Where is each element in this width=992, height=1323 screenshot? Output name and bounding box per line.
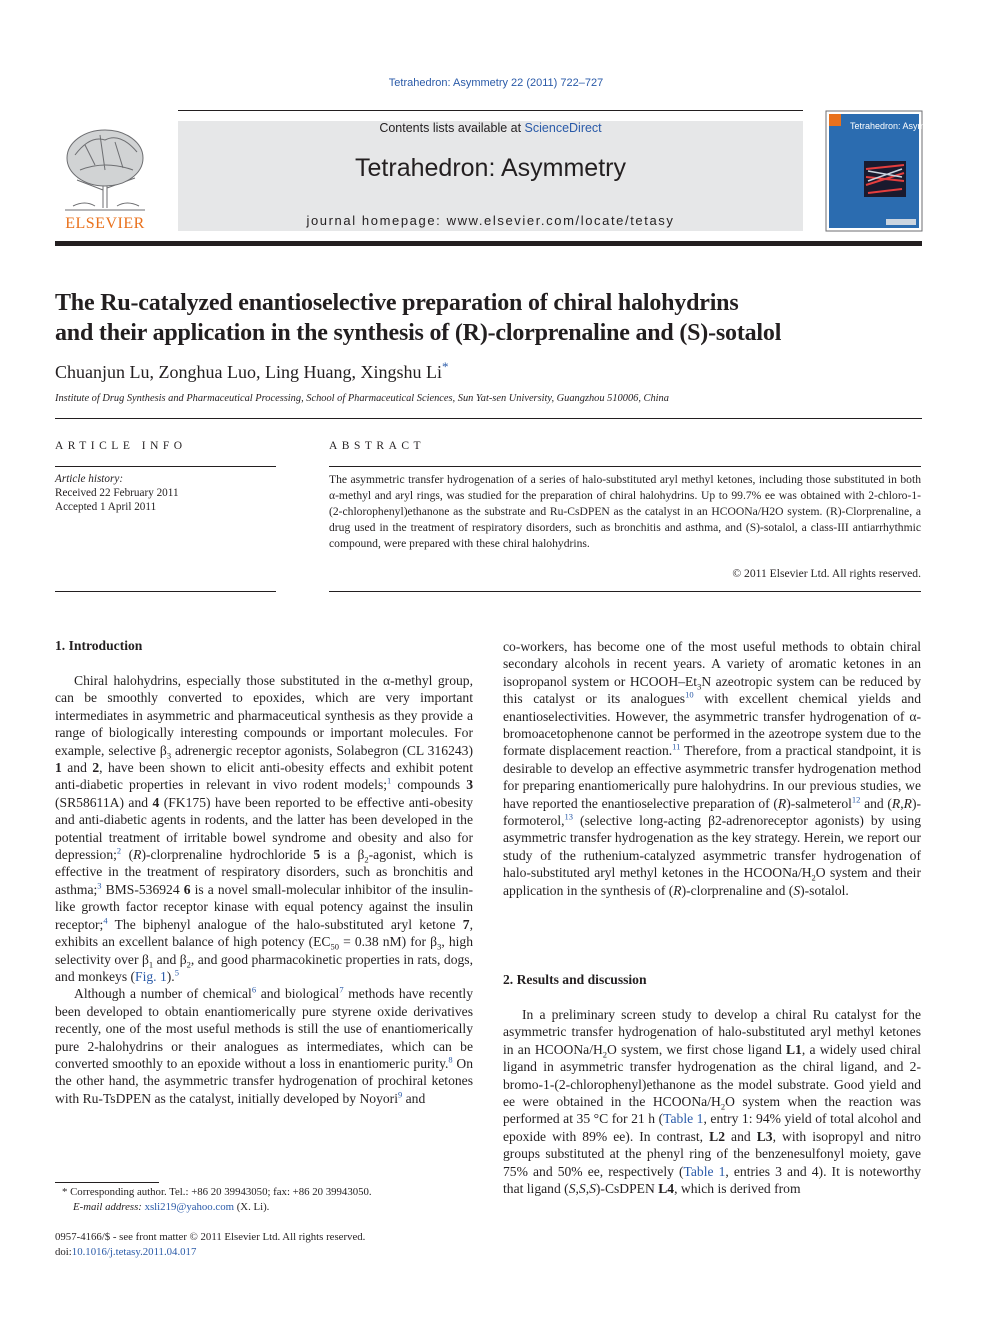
- intro-body-col2: co-workers, has become one of the most useful methods to obtain chiral secondary alcohols in recent years. A variety of aromatic ketones in an isopropanol system or HCOOH–$Et_3N$ azeotropic system can be reduced by this catalyst or its analogues$^{10}$ with excellent chemical yields and enantioselectivities. However, the asymmetric transfer hydrogenation of α-bromoacetophenone cannot be performed in the azeotrope system due to the formate displacement reaction.$^{11}$ Therefore, from a practical standpoint, it is desirable to develop an effective asymmetric transfer hydrogenation method for preparing enantiomerically pure halohydrins. In our previous studies, we have reported the enantioselective preparation of (R)-salmeterol$^{12}$ and (R,R)-formoterol,$^{13}$ (selective long-acting β2-adrenoreceptor agonists) by using asymmetric transfer hydrogenation as the key strategy. Herein, we report our study of the ruthenium-catalyzed asymmetric transfer hydrogenation of halo-substituted aryl methyl ketones in the HCOONa/$H_2O$ system and their application in the synthesis of (R)-clorprenaline and (S)-sotalol.: [503, 639, 922, 898]
- masthead-rule: [55, 241, 922, 246]
- issn-line: 0957-4166/$ - see front matter © 2011 Elsevier Ltd. All rights reserved.: [55, 1231, 366, 1243]
- article-history: Article history: Received 22 February 2011 Accepted 1 April 2011: [55, 473, 179, 513]
- corresponding-author-marker[interactable]: *: [441, 359, 449, 374]
- affiliation: Institute of Drug Synthesis and Pharmaceutical Processing, School of Pharmaceutical Sciences, Sun Yat-sen University, Guangzhou 510006, China: [55, 393, 669, 404]
- results-heading: 2. Results and discussion: [503, 972, 647, 987]
- abstract-text: The asymmetric transfer hydrogenation of a series of halo-substituted aryl methyl ketones, including those substituted in both α-methyl and aryl rings, was studied for the preparation of chiral halohydrins. Up to 99.7% ee was obtained with 2-chloro-1-(2-chlorophenyl)ethanone as the substrate and Ru-CsDPEN as the catalyst in an HCOONa/H2O system. (R)-Clorprenaline, a drug used in the treatment of respiratory disorders, such as bronchitis and asthma, and (S)-sotalol, a class-III antiarrhythmic compound, were prepared with these chiral halohydrins.: [329, 473, 921, 550]
- abstract-bottom-rule: [329, 591, 921, 592]
- email-footnote: E-mail address: xsli219@yahoo.com (X. Li).: [73, 1201, 270, 1213]
- contents-line: Contents lists available at ScienceDirect: [379, 121, 602, 135]
- journal-cover-image: [826, 111, 948, 231]
- logo-wordmark: ELSEVIER: [65, 215, 145, 232]
- intro-body-col1: Chiral halohydrins, especially those substituted in the α-methyl group, can be smoothly converted to epoxides, which are very important intermediates in asymmetric and pharmaceutical synthesis as they provide a range of biologically interesting compounds or important molecules. For example, selective $\beta_3$ adrenergic receptor agonists, Solabegron (CL 316243) 1 and 2, have been shown to elicit anti-obesity effects and exhibit potent anti-diabetic properties in relevant in vivo rodent models;$^1$ compounds 3 (SR58611A) and 4 (FK175) have been reported to be effective anti-obesity and anti-diabetic agents in rodents, and the latter has been developed in the potential treatment of irritable bowel syndrome and obesity and also for depression;$^2$ (R)-clorprenaline hydrochloride 5 is a $\beta_2$-agonist, which is effective in the treatment of respiratory disorders, such as bronchitis and asthma;$^3$ BMS-536924 6 is a novel small-molecular inhibitor of the insulin-like growth factor receptor kinase with equal potency against the insulin receptor;$^4$ The biphenyl analogue of the halo-substituted aryl ketone 7, exhibits an excellent balance of high potency ($EC_{50} = 0.38$ nM) for $\beta_3$, high selectivity over $\beta_1$ and $\beta_2$, and good pharmacokinetic properties in rats, dogs, and monkeys (Fig. 1).$^5$ Although a number of chemical$^6$ and biological$^7$ methods have recently been developed to obtain enantiomerically pure styrene oxide derivatives recently, one of the most useful methods is still the use of enantiomerically pure 2-halohydrins or their analogues as intermediates, which can be converted smoothly to an epoxide without a loss in enantiomeric purity.$^8$ On the other hand, the asymmetric transfer hydrogenation of prochiral ketones with Ru-TsDPEN as the catalyst, initially developed by Noyori$^9$ and: [55, 673, 474, 1106]
- article-info-rule: [55, 466, 276, 467]
- author-email-link[interactable]: xsli219@yahoo.com: [144, 1201, 234, 1213]
- footnote-rule: [55, 1182, 159, 1183]
- header-rule: [178, 110, 803, 111]
- cover-title: Tetrahedron: Asymmetry: [850, 121, 948, 131]
- abstract-rule: [329, 466, 921, 467]
- results-body: In a preliminary screen study to develop a chiral Ru catalyst for the asymmetric transfer hydrogenation of halo-substituted aryl methyl ketones in an HCOONa/$H_2O$ system, we first chose ligand L1, a widely used chiral ligand in asymmetric transfer hydrogenation as the chiral ligand, and 2-bromo-1-(2-chlorophenyl)ethanone as the model substrate. Good yield and ee were obtained in the HCOONa/$H_2O$ system when the reaction was performed at 35 °C for 21 h (Table 1, entry 1: 94% yield of total alcohol and epoxide with 89% ee). In contrast, L2 and L3, with isopropyl and nitro groups substituted at the phenyl ring of the benzenesulfonyl moiety, gave 75% and 50% ee, respectively (Table 1, entries 3 and 4). It is noteworthy that ligand (S,S,S)-CsDPEN L4, which is derived from: [503, 1007, 922, 1197]
- doi-link[interactable]: 10.1016/j.tetasy.2011.04.017: [71, 1246, 197, 1258]
- tree-icon: [55, 120, 155, 232]
- article-title: The Ru-catalyzed enantioselective preparation of chiral halohydrins and their application in the synthesis of (R)-clorprenaline and (S)-sotalol: [55, 290, 782, 346]
- journal-homepage[interactable]: journal homepage: www.elsevier.com/locate/tetasy: [306, 213, 675, 228]
- corresponding-footnote: * Corresponding author. Tel.: +86 20 39943050; fax: +86 20 39943050.: [62, 1186, 372, 1198]
- affiliation-rule: [55, 418, 922, 419]
- doi-line: doi:10.1016/j.tetasy.2011.04.017: [55, 1246, 197, 1258]
- journal-name: Tetrahedron: Asymmetry: [355, 154, 626, 182]
- abstract-heading: ABSTRACT: [329, 440, 426, 452]
- author-list: Chuanjun Lu, Zonghua Luo, Ling Huang, Xingshu Li*: [55, 359, 449, 382]
- sciencedirect-link[interactable]: ScienceDirect: [524, 121, 602, 135]
- intro-heading: 1. Introduction: [55, 638, 143, 653]
- article-info-heading: ARTICLE INFO: [55, 440, 187, 452]
- journal-citation: Tetrahedron: Asymmetry 22 (2011) 722–727: [388, 77, 604, 89]
- cover-icon: [826, 111, 948, 231]
- article-info-bottom-rule: [55, 591, 276, 592]
- elsevier-logo: [55, 120, 155, 232]
- abstract-copyright: © 2011 Elsevier Ltd. All rights reserved.: [732, 567, 921, 580]
